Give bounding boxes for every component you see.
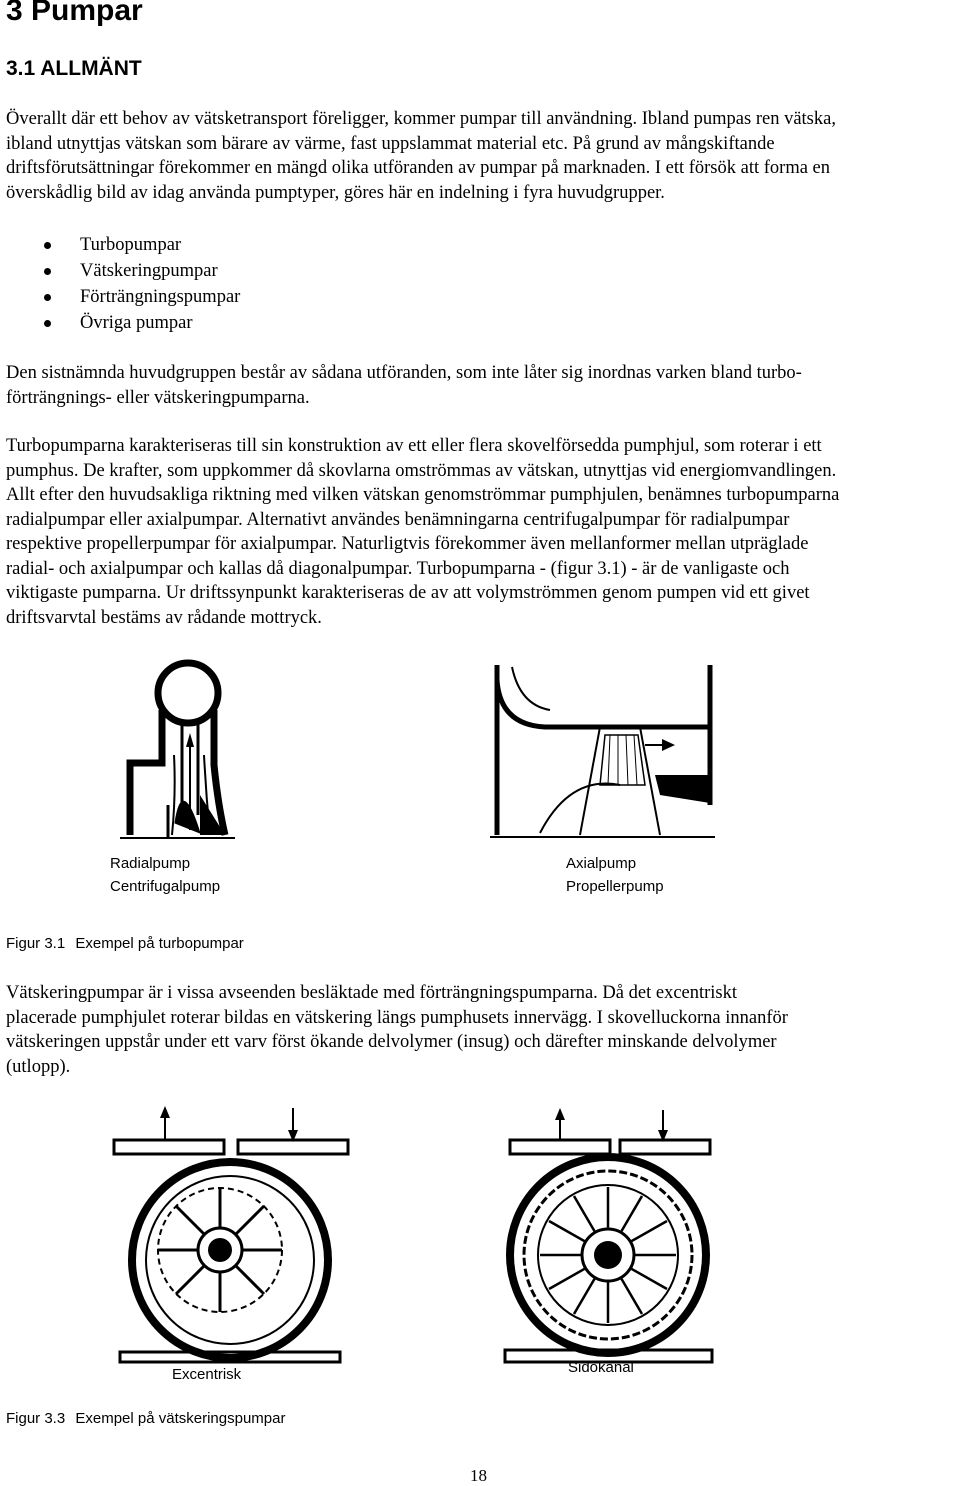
figure-number: Figur 3.1 [6,935,66,952]
figure-caption [6,1410,285,1427]
intro-line: ibland utnyttjas vätskan som bärare av värme, fast uppslammat material etc. På grund av mångskiftande [6,133,775,154]
figure-caption-text: Exempel på turbopumpar [75,935,244,952]
paragraph-line: radial- och axialpumpar och kallas då diagonalpumpar. Turbopumparna - (figur 3.1) - är de vanligaste och [6,558,790,579]
paragraph-line: Turbopumparna karakteriseras till sin konstruktion av ett eller flera skovelförsedda pumphjul, som roterar i ett [6,436,822,456]
intro-line: driftsförutsättningar förekommer en mängd olika utföranden av pumpar på marknaden. I ett försök att forma en [6,158,830,178]
paragraph-line: Den sistnämnda huvudgruppen består av sådana utföranden, som inte låter sig inordnas varken bland turbo- [6,363,802,383]
side-channel-label: Sidokanal [568,1359,634,1376]
figure-liquid-ring-pumps [100,1100,720,1390]
eccentric-label: Excentrisk [172,1366,242,1383]
paragraph-line: Vätskeringpumpar är i vissa avseenden besläktade med förträngningspumparna. Då det excentriskt [6,983,738,1003]
intro-paragraph [6,107,954,205]
centrifugal-pump-label: Centrifugalpump [110,878,221,895]
list-item: Förträngningspumpar [0,284,240,310]
paragraph-line: viktigaste pumparna. Ur driftssynpunkt karakteriseras de av att volymströmmen genom pumpen vid ett givet [6,583,810,603]
figure-caption-text: Exempel på vätskeringspumpar [75,1410,286,1427]
paragraph-turbopumps [6,434,954,630]
pump-groups-list [0,232,240,336]
list-item: Övriga pumpar [0,310,240,336]
paragraph-line: placerade pumphjulet roterar bildas en vätskering längs pumphusets innervägg. I skovelluckorna innanför [6,1007,788,1028]
paragraph-line: radialpumpar eller axialpumpar. Alternativt användes benämningarna centrifugalpumpar för radialpumpar [6,509,790,530]
axial-pump-drawing [490,665,715,837]
figure-caption [6,935,244,952]
paragraph-line: respektive propellerpumpar för axialpumpar. Naturligtvis förekommer även mellanformer mellan utpräglade [6,534,809,554]
intro-line: Överallt där ett behov av vätsketransport föreligger, kommer pumpar till användning. Ibland pumpas ren vätska, [6,109,836,129]
figure-turbopumps [100,655,720,900]
propeller-pump-label: Propellerpump [566,878,664,895]
paragraph-other-pumps [6,361,954,410]
eccentric-pump-drawing [114,1106,348,1362]
bullet-icon [44,320,51,327]
radial-pump-label: Radialpump [110,855,191,872]
bullet-icon [44,242,51,249]
chapter-heading: 3 Pumpar [6,0,143,27]
paragraph-line: driftsvarvtal bestäms av rådande mottryck. [6,607,322,628]
axial-pump-label: Axialpump [566,855,637,872]
paragraph-line: vätskeringen uppstår under ett varv först ökande delvolymer (insug) och därefter minskande delvolymer [6,1032,777,1052]
side-channel-pump-drawing [505,1108,712,1362]
figure-number: Figur 3.3 [6,1410,66,1427]
paragraph-line: (utlopp). [6,1056,71,1077]
intro-line: överskådlig bild av idag använda pumptyper, göres här en indelning i fyra huvudgrupper. [6,182,665,203]
bullet-icon [44,294,51,301]
paragraph-line: pumphus. De krafter, som uppkommer då skovlarna omströmmas av vätskan, utnyttjas vid energiomvandlingen. [6,460,837,481]
paragraph-liquid-ring [6,981,954,1079]
paragraph-line: förträngnings- eller vätskeringpumparna. [6,387,310,408]
bullet-icon [44,268,51,275]
list-item: Turbopumpar [0,232,240,258]
radial-pump-drawing [120,663,235,838]
section-heading: 3.1 ALLMÄNT [6,57,142,80]
page-number: 18 [470,1466,487,1485]
paragraph-line: Allt efter den huvudsakliga riktning med vilken vätskan genomströmmar pumphjulen, benämnes turbopumparna [6,485,840,505]
list-item: Vätskeringpumpar [0,258,240,284]
